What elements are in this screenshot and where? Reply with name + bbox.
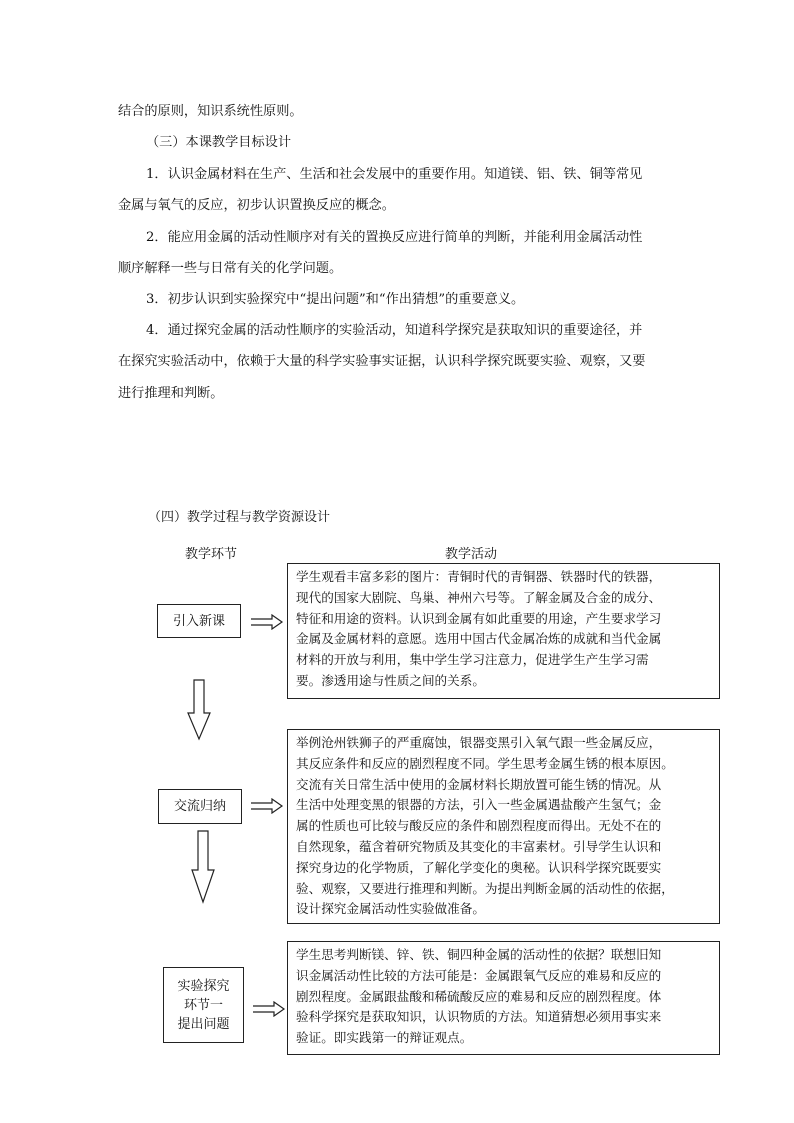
activity-box-intro: [287, 563, 720, 699]
activity-line: 举例沧州铁狮子的严重腐蚀，银器变黑引入氧气跟一些金属反应，: [296, 735, 662, 750]
activity-line: 其反应条件和反应的剧烈程度不同。学生思考金属生锈的根本原因。: [296, 755, 674, 771]
stage-label: 交流归纳: [173, 799, 226, 814]
section-heading-4: （四）教学过程与教学资源设计: [148, 510, 331, 525]
activity-line: 要。渗透用途与性质之间的关系。: [296, 672, 485, 688]
activity-line: 金属及金属材料的意愿。选用中国古代金属冶炼的成就和当代金属: [296, 631, 662, 647]
stage-box-discuss: [158, 789, 242, 824]
activity-line: 验证。即实践第一的辩证观点。: [296, 1030, 473, 1046]
stage-label: 引入新课: [172, 613, 225, 629]
activity-line: 交流有关日常生活中使用的金属材料长期放置可能生锈的情况。从: [296, 776, 662, 792]
column-header-activity: 教学活动: [445, 547, 498, 562]
goal-line: 进行推理和判断。: [118, 386, 224, 401]
activity-line: 探究身边的化学物质，了解化学变化的奥秘。认识科学探究既要实: [296, 859, 662, 875]
activity-line: 设计探究金属活动性实验做准备。: [296, 901, 485, 917]
goal-line: 顺序解释一些与日常有关的化学问题。: [118, 261, 343, 276]
activity-line: 生活中处理变黑的银器的方法，引入一些金属遇盐酸产生氢气；金: [296, 797, 662, 813]
goal-line: 2．能应用金属的活动性顺序对有关的置换反应进行简单的判断，并能利用金属活动性: [146, 230, 643, 245]
stage-box-intro: [157, 604, 241, 638]
activity-line: 验、观察，又要进行推理和判断。为提出判断金属的活动性的依据，: [296, 880, 674, 896]
activity-line: 现代的国家大剧院、鸟巢、神州六号等。了解金属及合金的成分、: [296, 589, 662, 605]
activity-box-discuss: [287, 729, 720, 924]
goal-line: 4．通过探究金属的活动性顺序的实验活动，知道科学探究是获取知识的重要途径，并: [146, 323, 643, 338]
stage-label: 实验探究: [177, 978, 230, 994]
section-heading-3: （三）本课教学目标设计: [146, 135, 292, 150]
goal-line: 3．初步认识到实验探究中“提出问题”和“作出猜想”的重要意义。: [146, 292, 525, 307]
goal-line: 1．认识金属材料在生产、生活和社会发展中的重要作用。知道镁、铝、铁、铜等常见: [146, 167, 643, 182]
down-arrow-icon: [191, 830, 215, 904]
activity-line: 属的性质也可比较与酸反应的条件和剧烈程度而得出。无处不在的: [296, 818, 662, 834]
activity-line: 材料的开放与利用，集中学生学习注意力，促进学生产生学习需: [296, 652, 649, 668]
right-arrow-icon: [252, 1001, 286, 1017]
continued-line: 结合的原则，知识系统性原则。: [118, 104, 303, 119]
activity-line: 识金属活动性比较的方法可能是：金属跟氧气反应的难易和反应的: [296, 967, 662, 983]
activity-line: 学生观看丰富多彩的图片：青铜时代的青铜器、铁器时代的铁器，: [296, 569, 662, 584]
activity-line: 自然现象，蕴含着研究物质及其变化的丰富素材。引导学生认识和: [296, 838, 662, 854]
column-header-stage: 教学环节: [185, 547, 238, 562]
stage-label: 环节一: [183, 997, 223, 1013]
activity-line: 剧烈程度。金属跟盐酸和稀硫酸反应的难易和反应的剧烈程度。体: [296, 988, 662, 1004]
activity-box-experiment: [287, 941, 720, 1055]
down-arrow-icon: [187, 679, 211, 741]
stage-label: 提出问题: [177, 1016, 230, 1032]
right-arrow-icon: [250, 798, 284, 814]
right-arrow-icon: [250, 614, 284, 630]
goal-line: 金属与氧气的反应，初步认识置换反应的概念。: [118, 198, 395, 213]
stage-box-experiment: [163, 967, 244, 1043]
activity-line: 特征和用途的资料。认识到金属有如此重要的用途，产生要求学习: [296, 610, 662, 626]
goal-line: 在探究实验活动中，依赖于大量的科学实验事实证据，认识科学探究既要实验、观察，又要: [118, 354, 646, 369]
activity-line: 验科学探究是获取知识，认识物质的方法。知道猜想必须用事实来: [296, 1009, 662, 1025]
activity-line: 学生思考判断镁、锌、铁、铜四种金属的活动性的依据？联想旧知: [296, 947, 662, 962]
